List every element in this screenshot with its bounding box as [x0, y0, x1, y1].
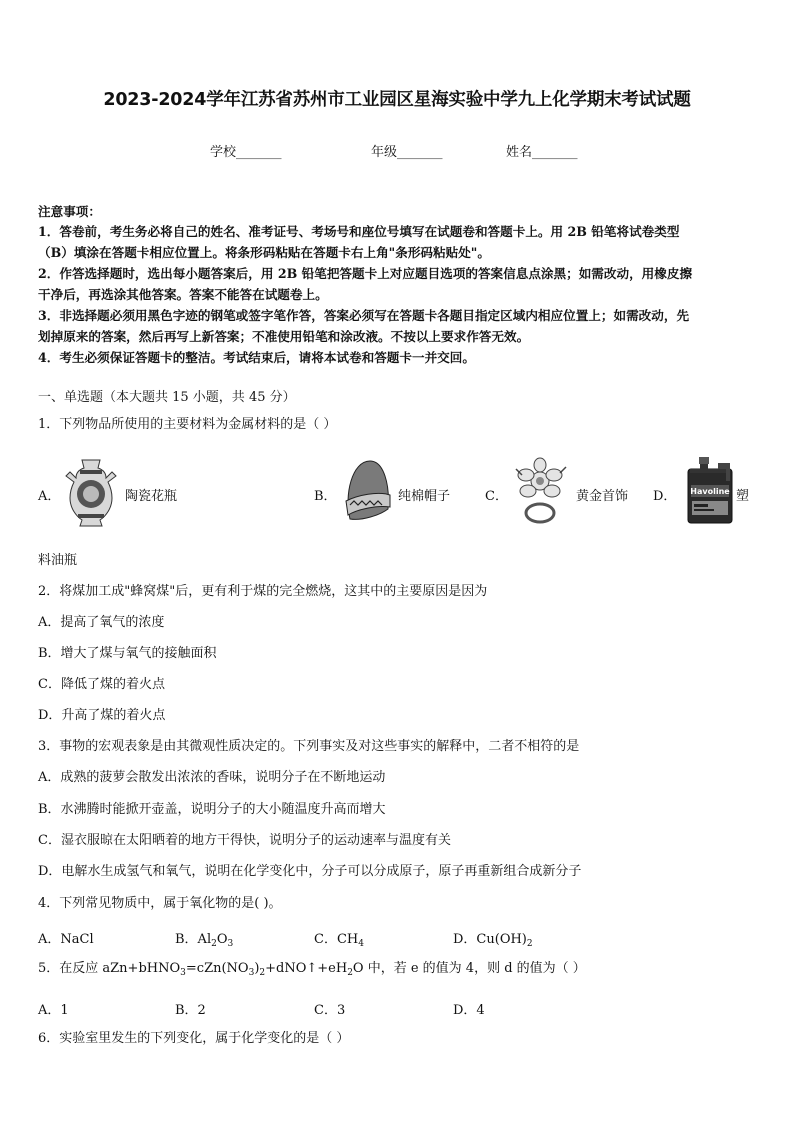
q3-option-d[interactable]: D．电解水生成氢气和氧气，说明在化学变化中，分子可以分成原子，原子再重新组合成新分子	[38, 864, 582, 879]
q2-option-a[interactable]: A．提高了氧气的浓度	[38, 615, 165, 630]
vase-image	[64, 456, 118, 528]
q5-option-c[interactable]: C．3	[314, 1003, 346, 1018]
q1-option-b-label: 纯棉帽子	[398, 489, 451, 504]
q5-option-b[interactable]: B．2	[175, 1003, 206, 1018]
question-2-stem: 2．将煤加工成"蜂窝煤"后，更有利于煤的完全燃烧，这其中的主要原因是因为	[38, 584, 488, 599]
oil-bottle-image	[682, 455, 738, 527]
notice-line: 4．考生必须保证答题卡的整洁。考试结束后，请将本试卷和答题卡一并交回。	[38, 350, 475, 365]
q2-option-b[interactable]: B．增大了煤与氧气的接触面积	[38, 646, 217, 661]
q1-option-c-letter[interactable]: C．	[485, 489, 508, 504]
question-5-stem: 5．在反应 $aZn+bHNO_3=cZn(NO_3)_2+dNO↑+eH_2O$ 中，若 e 的值为 4，则 d 的值为（ ）	[38, 961, 586, 978]
q1-option-a-letter[interactable]: A．	[38, 489, 61, 504]
question-3-stem: 3．事物的宏观表象是由其微观性质决定的。下列事实及对这些事实的解释中，二者不相符的是	[38, 739, 580, 754]
q4-option-c[interactable]: C．$CH_4$	[314, 932, 364, 949]
grade-field[interactable]: 年级_______	[371, 145, 443, 160]
bottle-brand-text: Havoline	[690, 487, 730, 496]
q1-option-a-label: 陶瓷花瓶	[125, 489, 178, 504]
q2-option-c[interactable]: C．降低了煤的着火点	[38, 677, 165, 692]
q2-option-d[interactable]: D．升高了煤的着火点	[38, 708, 166, 723]
q1-option-c-label: 黄金首饰	[576, 489, 629, 504]
section-heading: 一、单选题（本大题共 15 小题，共 45 分）	[38, 390, 296, 405]
page-title: 2023-2024学年江苏省苏州市工业园区星海实验中学九上化学期末考试试题	[103, 90, 691, 110]
notice-line: 干净后，再选涂其他答案。答案不能答在试题卷上。	[38, 287, 328, 302]
q1-option-d-letter[interactable]: D．	[653, 489, 677, 504]
notice-line: 划掉原来的答案，然后再写上新答案；不准使用铅笔和涂改液。不按以上要求作答无效。	[38, 329, 530, 344]
q5-option-a[interactable]: A．1	[38, 1003, 69, 1018]
question-6-stem: 6．实验室里发生的下列变化，属于化学变化的是（ ）	[38, 1031, 350, 1046]
q4-option-d[interactable]: D．$Cu(OH)_2$	[453, 932, 533, 949]
q3-option-c[interactable]: C．湿衣服晾在太阳晒着的地方干得快，说明分子的运动速率与温度有关	[38, 833, 451, 848]
notice-line: 2．作答选择题时，选出每小题答案后，用 2B 铅笔把答题卡上对应题目选项的答案信息点涂黑；如需改动，用橡皮擦	[38, 266, 693, 281]
q4-option-b[interactable]: B．$Al_2O_3$	[175, 932, 234, 949]
question-1-stem: 1．下列物品所使用的主要材料为金属材料的是（ ）	[38, 417, 337, 432]
q1-option-d-label: 塑	[736, 489, 750, 504]
q1-option-b-letter[interactable]: B．	[314, 489, 337, 504]
notice-line: （B）填涂在答题卡相应位置上。将条形码粘贴在答题卡右上角"条形码粘贴处"。	[38, 245, 490, 260]
q3-option-b[interactable]: B．水沸腾时能掀开壶盖，说明分子的大小随温度升高而增大	[38, 802, 386, 817]
notice-heading: 注意事项：	[38, 204, 101, 219]
cotton-hat-image	[340, 455, 394, 527]
question-4-stem: 4．下列常见物质中，属于氧化物的是( )。	[38, 896, 282, 911]
q4-option-a[interactable]: A．NaCl	[38, 932, 94, 947]
name-field[interactable]: 姓名_______	[506, 145, 578, 160]
q5-option-d[interactable]: D．4	[453, 1003, 485, 1018]
q1-option-d-wrap: 料油瓶	[38, 553, 78, 568]
notice-line: 1．答卷前，考生务必将自己的姓名、准考证号、考场号和座位号填写在试题卷和答题卡上。用 2B 铅笔将试卷类型	[38, 224, 680, 239]
school-field[interactable]: 学校_______	[210, 145, 282, 160]
notice-line: 3．非选择题必须用黑色字迹的钢笔或签字笔作答，答案必须写在答题卡各题目指定区域内相应位置上；如需改动，先	[38, 308, 690, 323]
gold-jewelry-image	[510, 455, 572, 529]
q3-option-a[interactable]: A．成熟的菠萝会散发出浓浓的香味，说明分子在不断地运动	[38, 770, 386, 785]
